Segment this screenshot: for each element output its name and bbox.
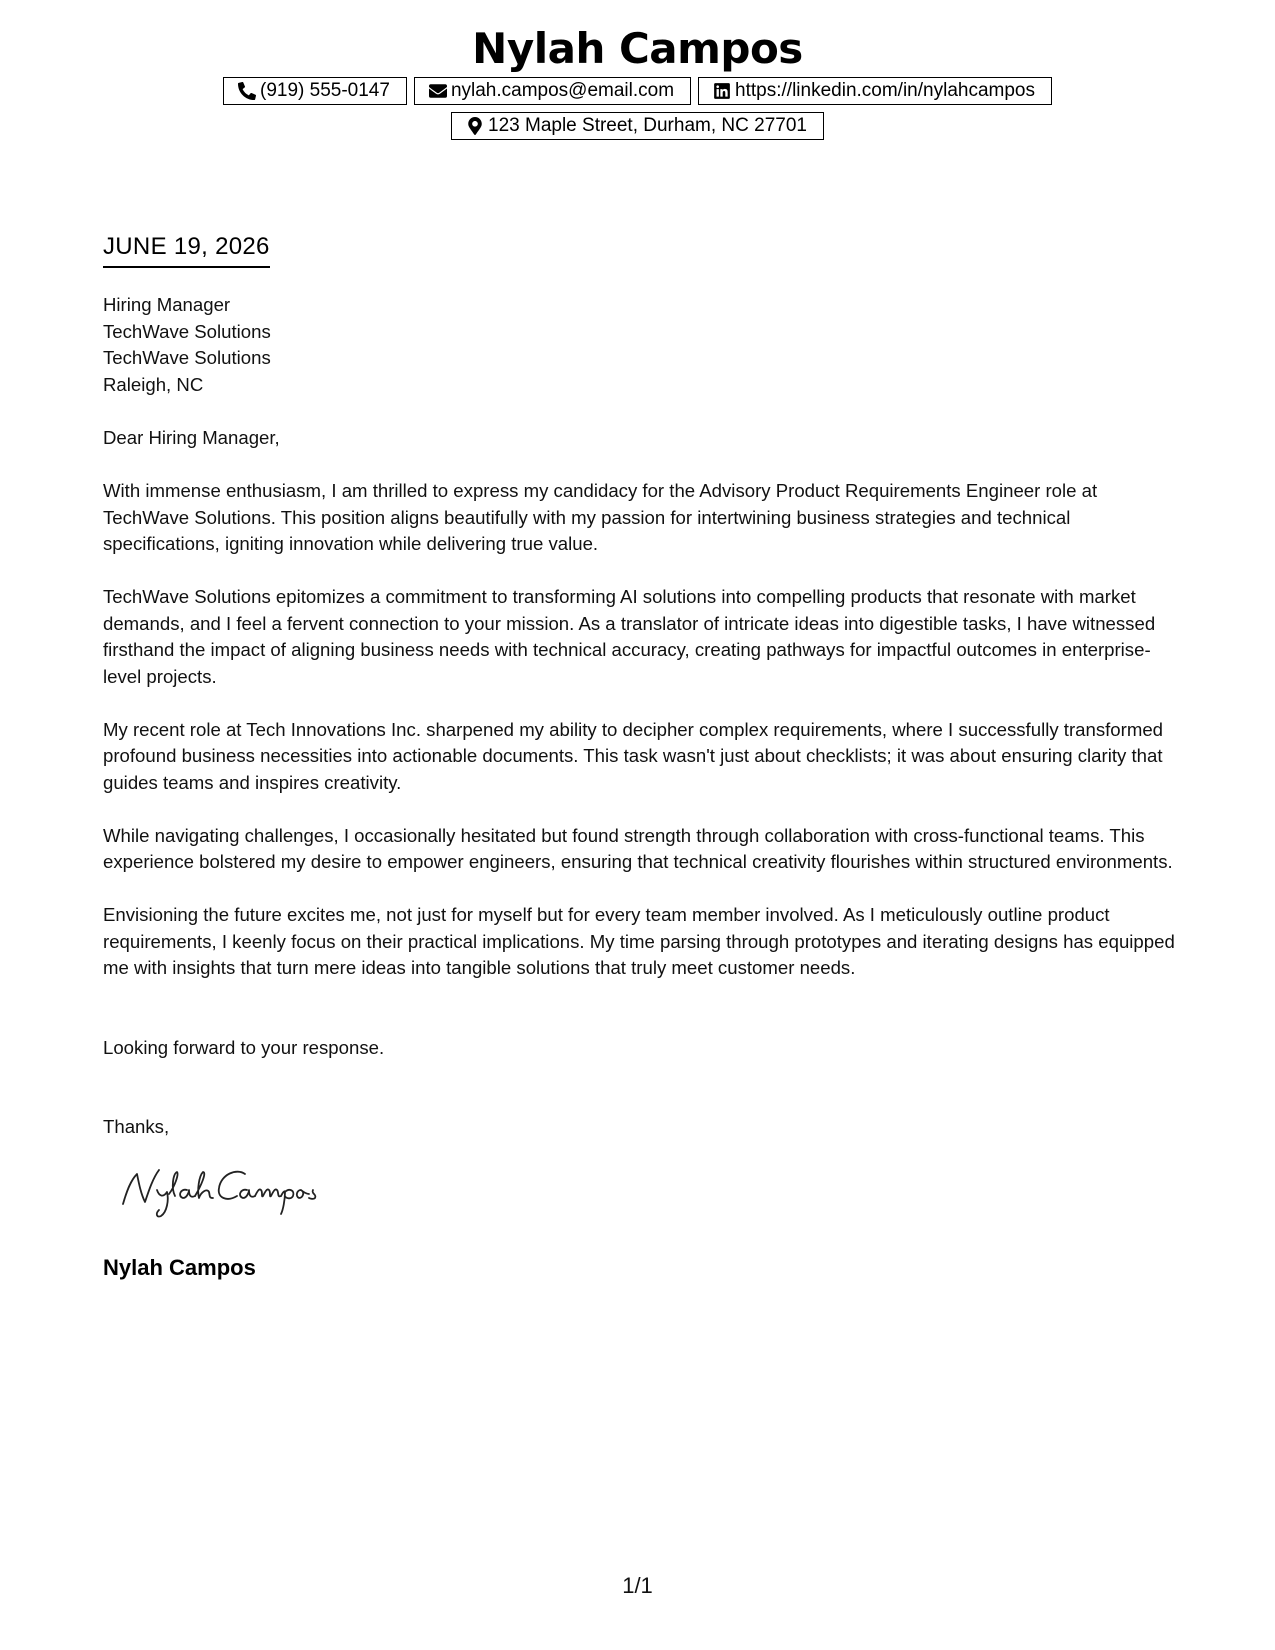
letter-header [0,0,1275,140]
linkedin-icon [713,82,731,100]
paragraph-company-fit: TechWave Solutions epitomizes a commitment to transforming AI solutions into compelling products that resonate with market demands, and I feel a fervent connection to your mission. As a translator of intricate ideas into digestible tasks, I have witnessed firsthand the impact of aligning business needs with technical accuracy, creating pathways for impactful outcomes in enterprise-level projects. [103,586,1156,687]
phone-text: (919) 555-0147 [260,80,390,101]
recipient-company: TechWave Solutions [103,320,271,342]
map-marker-icon [466,117,484,135]
address-contact [451,112,824,140]
phone-icon [238,82,256,100]
handwritten-signature [117,1160,357,1220]
recipient-block [103,292,271,398]
email-contact[interactable] [414,77,691,105]
recipient-location: Raleigh, NC [103,373,204,395]
signoff: Thanks, [103,1116,170,1137]
recipient-title: Hiring Manager [103,294,231,315]
letter-paragraphs [103,478,1178,1008]
linkedin-text: https://linkedin.com/in/nylahcampos [735,80,1035,101]
phone-contact[interactable] [223,77,407,105]
email-text: nylah.campos@email.com [450,80,675,101]
signed-name: Nylah Campos [103,1255,256,1280]
salutation: Dear Hiring Manager, [103,427,280,448]
applicant-name-heading: Nylah Campos [472,24,803,73]
address-text: 123 Maple Street, Durham, NC 27701 [488,115,807,136]
envelope-icon [429,82,447,100]
contact-row-secondary [0,112,1275,140]
closing-line: Looking forward to your response. [103,1037,385,1058]
contact-row-primary [0,77,1275,105]
paragraph-future: Envisioning the future excites me, not just for myself but for every team member involved. As I meticulously outline product requirements, I keenly focus on their practical implications. My time parsing through prototypes and iterating designs has equipped me with insights that turn mere ideas into tangible solutions that truly meet customer needs. [103,904,1175,978]
paragraph-experience: My recent role at Tech Innovations Inc. sharpened my ability to decipher complex requirements, where I successfully transformed profound business necessities into actionable documents. This task wasn't just about checklists; it was about ensuring clarity that guides teams and inspires creativity. [103,718,1163,793]
paragraph-collaboration: While navigating challenges, I occasionally hesitated but found strength through collaboration with cross-functional teams. This experience bolstered my desire to empower engineers, ensuring that technical creativity flourishes within structured environments. [103,824,1173,872]
linkedin-contact[interactable] [698,77,1052,105]
letter-date: JUNE 19, 2026 [103,232,270,268]
paragraph-intro: With immense enthusiasm, I am thrilled to express my candidacy for the Advisory Product Requirements Engineer role at TechWave Solutions. This position aligns beautifully with my passion for intertwining business strategies and technical specifications, igniting innovation while delivering true value. [103,480,1098,554]
recipient-company-repeat: TechWave Solutions [103,347,271,368]
page-number: 1/1 [622,1573,653,1598]
